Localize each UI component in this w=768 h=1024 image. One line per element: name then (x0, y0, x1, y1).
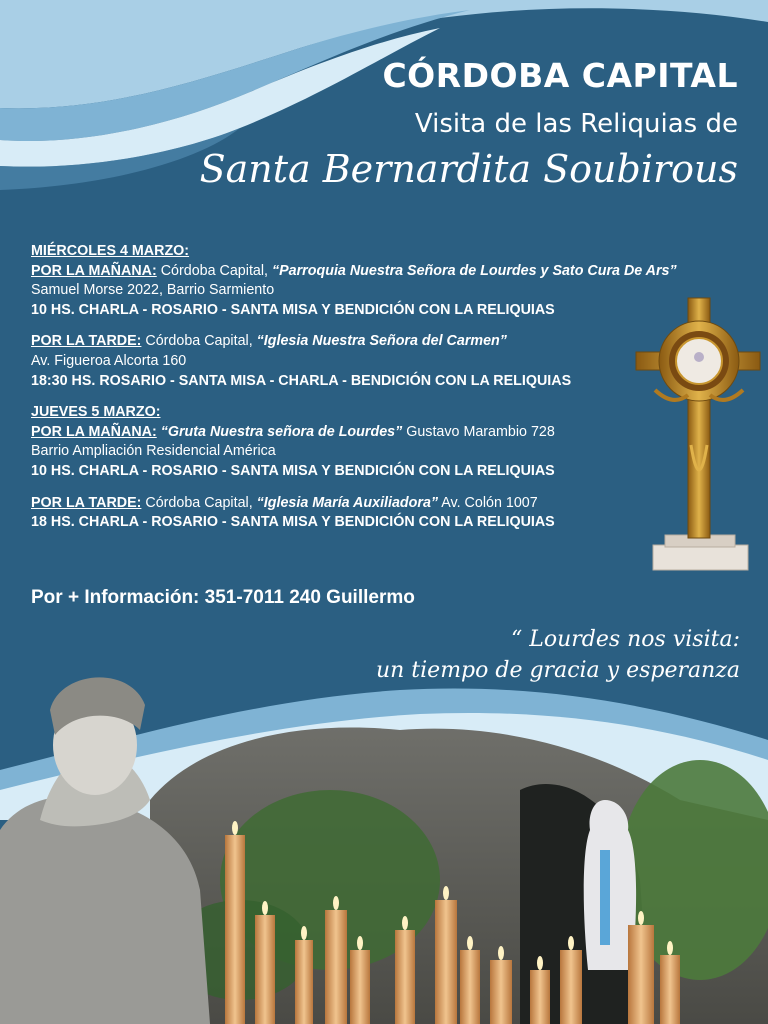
day1-morning-times: 10 HS. CHARLA - ROSARIO - SANTA MISA Y BENDICIÓN CON LA RELIQUIAS (31, 301, 555, 318)
city-title: CÓRDOBA CAPITAL (382, 56, 738, 95)
monstrance-cross-icon (633, 295, 763, 575)
day1-morning-label: POR LA MAÑANA: (31, 262, 157, 279)
day1-date: MIÉRCOLES 4 MARZO: (31, 243, 190, 259)
visit-subtitle: Visita de las Reliquias de (414, 109, 738, 139)
schedule (31, 242, 681, 533)
day2-afternoon-label: POR LA TARDE: (31, 494, 142, 511)
day2-afternoon-place: Córdoba Capital, (141, 494, 257, 511)
day2-afternoon-address: Av. Colón 1007 (438, 494, 538, 511)
day2-morning-church: “Gruta Nuestra señora de Lourdes” (156, 423, 403, 440)
day1-morning-church: “Parroquia Nuestra Señora de Lourdes y Sato Cura De Ars” (271, 262, 677, 279)
grotto-photo (0, 650, 768, 1024)
quote-line-2: un tiempo de gracia y esperanza (375, 658, 740, 683)
day1-morning-address: Samuel Morse 2022, Barrio Sarmiento (31, 282, 275, 299)
day2-morning-address: Gustavo Marambio 728 (402, 423, 555, 440)
header (178, 56, 738, 192)
day1-morning-place: Córdoba Capital, (156, 262, 272, 279)
day1-afternoon-address: Av. Figueroa Alcorta 160 (31, 352, 187, 369)
day1-afternoon-label: POR LA TARDE: (31, 333, 142, 350)
day2-morning-label: POR LA MAÑANA: (31, 423, 157, 440)
day2-morning-times: 10 HS. CHARLA - ROSARIO - SANTA MISA Y BENDICIÓN CON LA RELIQUIAS (31, 462, 555, 479)
day1-afternoon-church: “Iglesia Nuestra Señora del Carmen” (256, 333, 507, 350)
contact-info: Por + Información: 351-7011 240 Guillermo (31, 587, 415, 608)
day2-date: JUEVES 5 MARZO: (31, 404, 161, 421)
day2-morning-address2: Barrio Ampliación Residencial América (31, 443, 276, 460)
day1-afternoon-times: 18:30 HS. ROSARIO - SANTA MISA - CHARLA - BENDICIÓN CON LA RELIQUIAS (31, 372, 572, 389)
day2-afternoon-times: 18 HS. CHARLA - ROSARIO - SANTA MISA Y BENDICIÓN CON LA RELIQUIAS (31, 514, 555, 531)
saint-name: Santa Bernardita Soubirous (199, 147, 738, 191)
day2-afternoon-church: “Iglesia María Auxiliadora” (256, 494, 439, 511)
quote-line-1: “ Lourdes nos visita: (510, 627, 740, 652)
day1-afternoon-place: Córdoba Capital, (141, 333, 257, 350)
